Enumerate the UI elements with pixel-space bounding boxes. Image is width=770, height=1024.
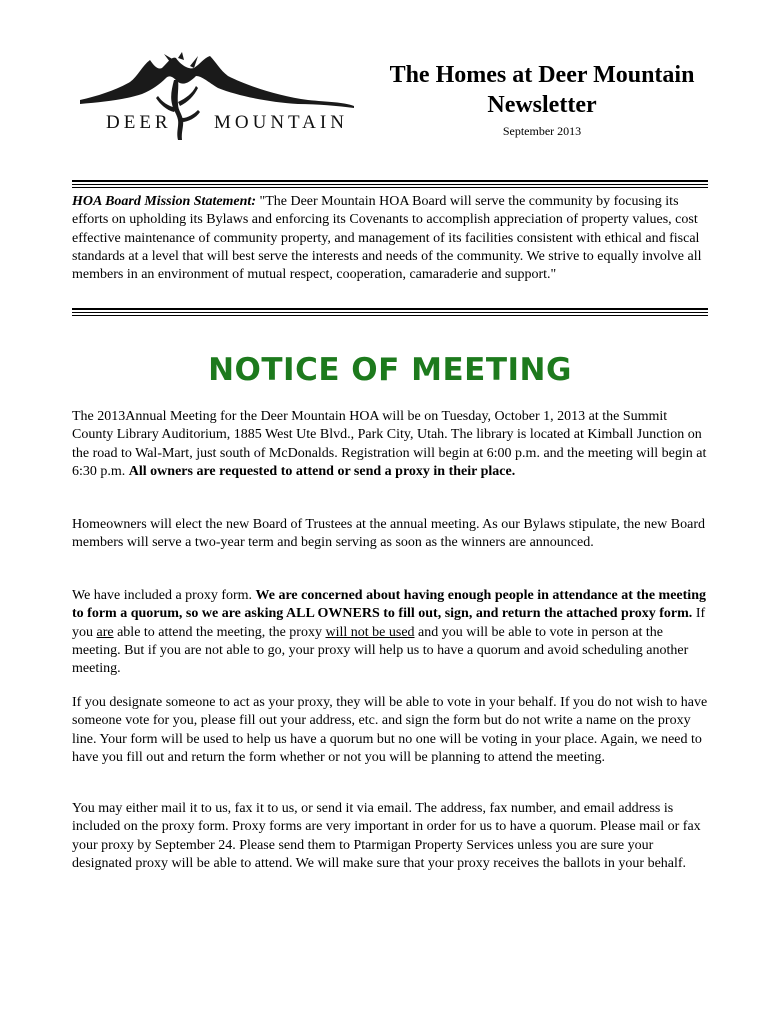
proxy-text-underline-not-used: will not be used (325, 624, 415, 640)
proxy-text-bold: We are concerned about having enough people in attendance at the meeting to form a quorum, so we are asking ALL OWNERS to fill out, sign, and return the attached proxy form. (72, 588, 706, 622)
logo-word-deer: DEER (106, 112, 172, 133)
mission-text: "The Deer Mountain HOA Board will serve the community by focusing its efforts on upholding its Bylaws and enforcing its Covenants to accomplish appreciation of property values, cost effective maintenance of community property, and management of its facilities consistent with ethical and fiscal standards at a level that will best serve the interests and needs of the community. We strive to equally involve all members in an environment of mutual respect, cooperation, camaraderie and support." (72, 194, 702, 283)
paragraph-meeting-details (72, 408, 708, 481)
paragraph-return-proxy: You may either mail it to us, fax it to us, or send it via email. The address, fax number, and email address is included on the proxy form. Proxy forms are very important in order for us to have a quorum. Please mail or fax your proxy by September 24. Please send them to Ptarmigan Property Services unless you are sure your designated proxy will be able to attend. We will make sure that your proxy receives the ballots in your behalf. (72, 801, 701, 871)
meeting-details-text: The 2013Annual Meeting for the Deer Mountain HOA will be on Tuesday, October 1, 2013 at the Summit County Library Auditorium, 1885 West Ute Blvd., Park City, Utah. The library is located at Kimball Junction on the road to Wal-Mart, just south of McDonalds. Registration will begin at 6:00 p.m. and the meeting will begin at 6:30 p.m. (72, 409, 707, 479)
proxy-text-a: We have included a proxy form. (72, 588, 256, 603)
notice-heading: NOTICE OF MEETING (208, 352, 572, 388)
bottom-divider (72, 308, 708, 316)
mission-label: HOA Board Mission Statement: (72, 194, 256, 209)
paragraph-board-election: Homeowners will elect the new Board of Trustees at the annual meeting. As our Bylaws stipulate, the new Board members will serve a two-year term and begin serving as soon as the winners are announced. (72, 517, 705, 551)
newsletter-header (362, 60, 722, 139)
proxy-text-b: If you (72, 606, 706, 640)
logo-word-mountain: MOUNTAIN (214, 112, 348, 133)
newsletter-title-line1: The Homes at Deer Mountain (389, 62, 695, 88)
meeting-details-bold: All owners are requested to attend or send a proxy in their place. (128, 463, 516, 479)
paragraph-proxy-form (72, 587, 708, 678)
newsletter-date: September 2013 (502, 124, 582, 138)
proxy-text-c: able to attend the meeting, the proxy (113, 624, 326, 640)
top-divider (72, 180, 708, 188)
proxy-text-d: and you will be able to vote in person at the meeting. But if you are not able to go, your proxy will help us to have a quorum and avoid scheduling another meeting. (72, 624, 689, 677)
paragraph-designate-proxy: If you designate someone to act as your proxy, they will be able to vote in your behalf. If you do not wish to have someone vote for you, please fill out your address, etc. and sign the form but do not write a name on the proxy line. Your form will be used to help us have a quorum but no one will be voting in your place. Again, we need to have you fill out and return the form whether or not you will be planning to attend the meeting. (72, 695, 708, 765)
deer-mountain-logo (78, 52, 358, 144)
proxy-text-underline-are: are (96, 624, 114, 640)
mission-statement (72, 193, 708, 284)
newsletter-title-line2: Newsletter (487, 92, 597, 118)
